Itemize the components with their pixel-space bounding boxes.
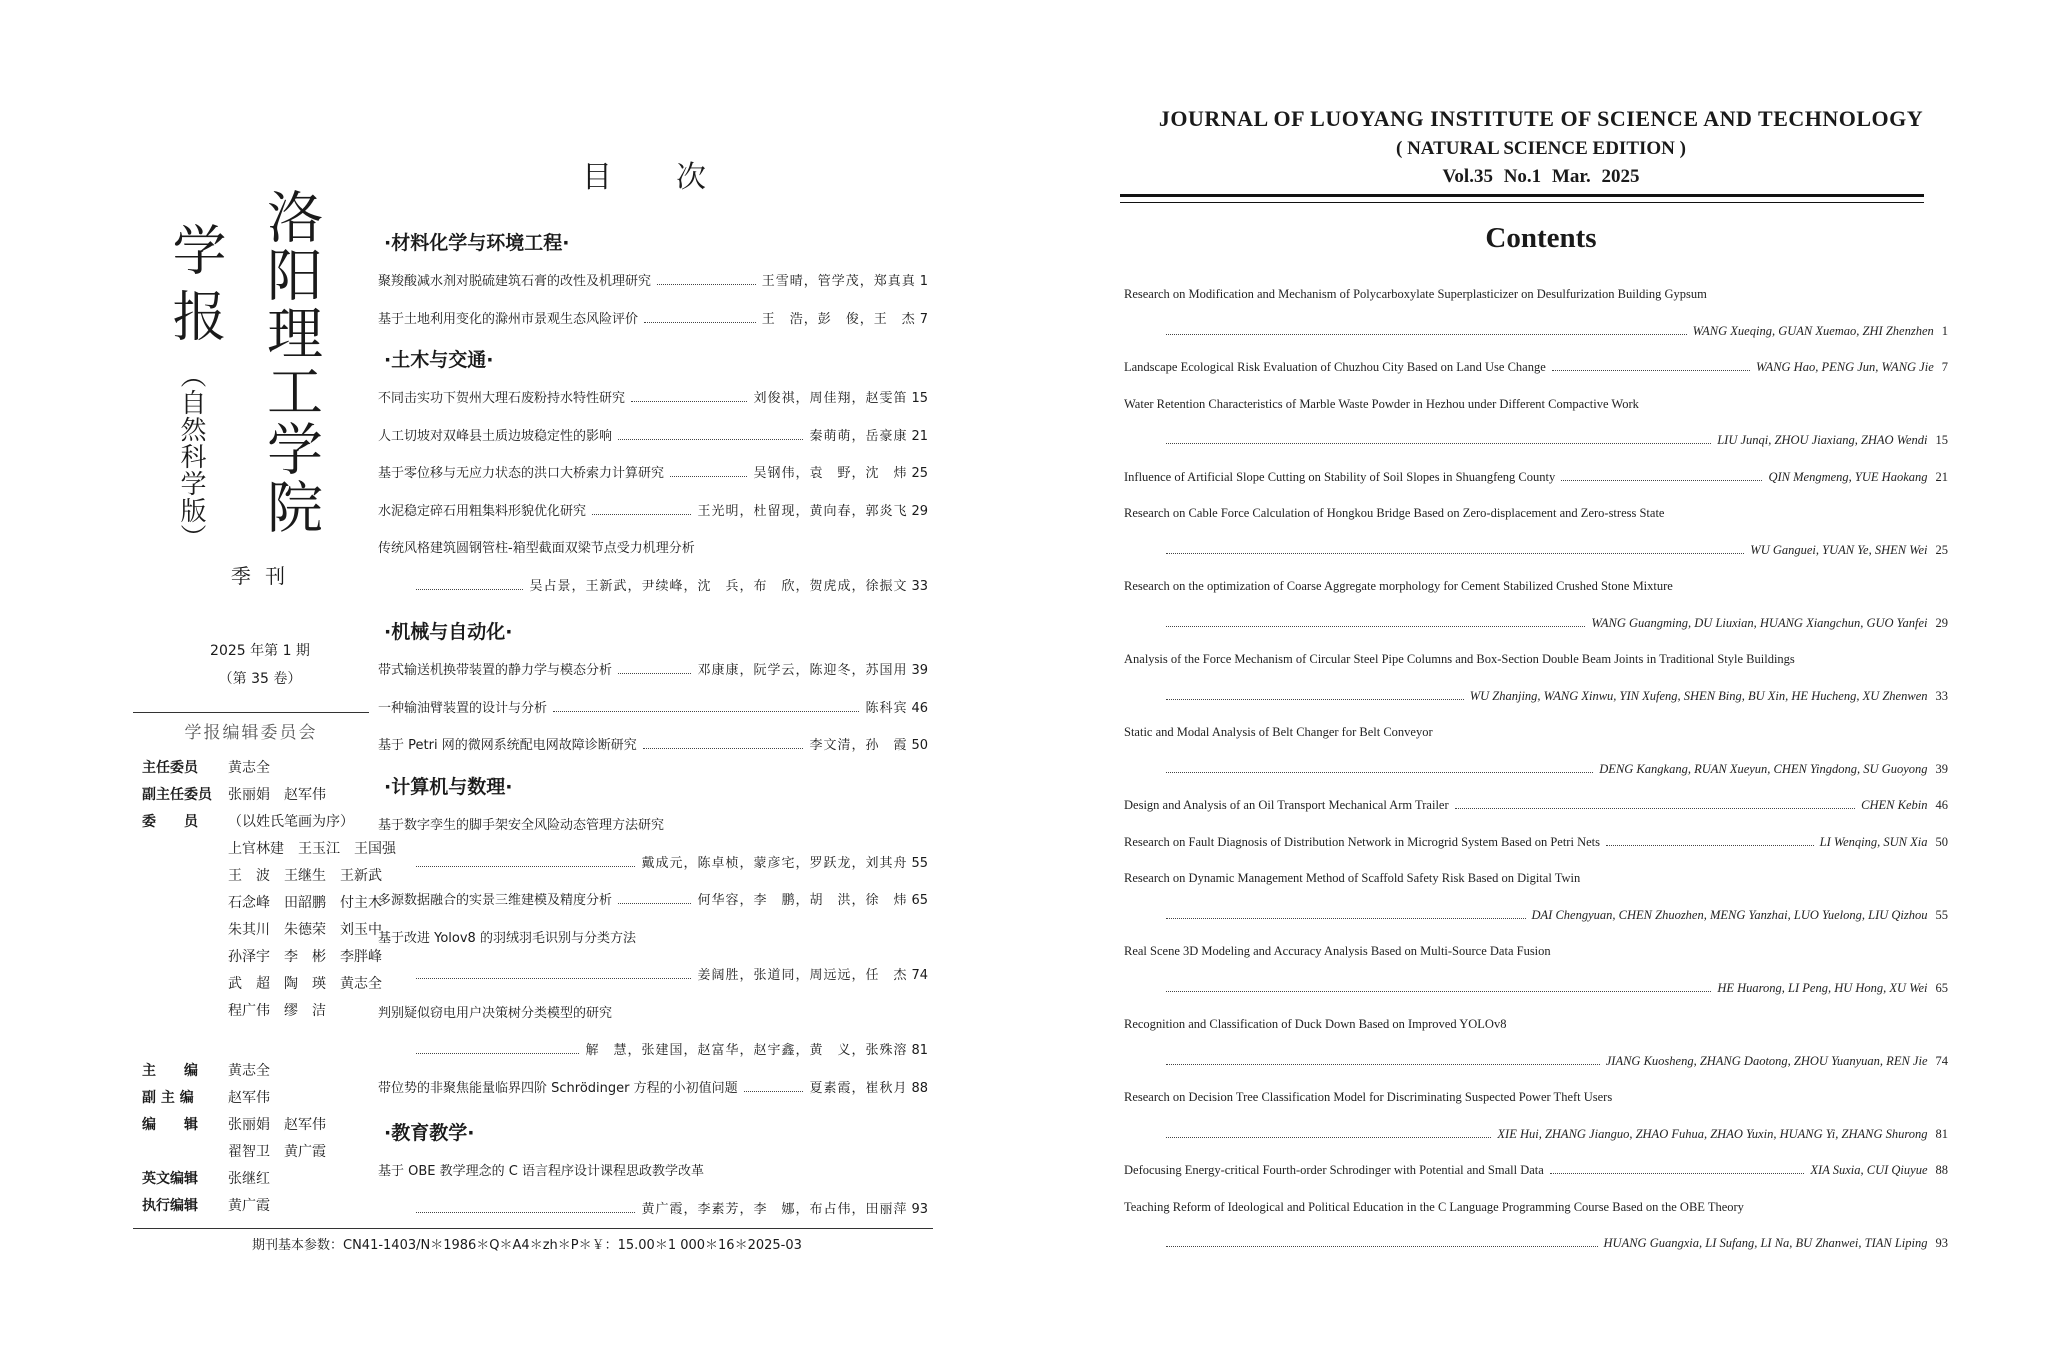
article-title-en: Research on the optimization of Coarse Aggregate morphology for Cement Stabilized Crushed Stone Mixture [1124,579,1673,593]
dot-leader [1166,699,1464,700]
editor-names: 赵军伟 [228,1090,270,1106]
dot-leader [1166,1137,1491,1138]
page-number: 29 [1935,615,1948,630]
page-number: 21 [911,428,928,444]
page-number: 15 [911,391,928,406]
page-number: 55 [1935,907,1948,922]
article-title-en: Landscape Ecological Risk Evaluation of Chuzhou City Based on Land Use Change [1124,360,1546,374]
article-title: 多源数据融合的实景三维建模及精度分析 [378,893,613,908]
article-title: 带式输送机换带装置的静力学与模态分析 [378,663,613,678]
article-authors-en: WANG Xueqing, GUAN Xuemao, ZHI Zhenzhen [1692,323,1934,338]
dot-leader [1550,1173,1805,1174]
toc-entry[interactable] [378,387,928,406]
dot-leader [416,589,523,590]
toc-entry[interactable] [378,927,928,946]
volume-line [1024,166,2048,188]
dot-leader [592,514,691,515]
contents-title: Contents [1485,222,1597,254]
board-names: 张丽娟 赵军伟 [228,787,326,803]
editor-role: 副 主 编 [142,1090,194,1106]
dot-leader [643,748,804,749]
dot-leader [1166,772,1593,773]
contents-entry[interactable] [1160,908,1948,923]
contents-entry[interactable] [1160,616,1948,631]
article-authors-en: CHEN Kebin [1861,798,1928,812]
article-title-en: Analysis of the Force Mechanism of Circular Steel Pipe Columns and Box-Section Double Beam Joints in Traditional Style Buildings [1124,652,1795,666]
article-title: 基于改进 Yolov8 的羽绒羽毛识别与分类方法 [378,930,636,946]
contents-entry[interactable] [1124,944,1948,959]
article-title-en: Defocusing Energy-critical Fourth-order Schrodinger with Potential and Small Data [1124,1163,1544,1177]
journal-parameters: 期刊基本参数：CN41-1403/N＊1986＊Q＊A4＊zh＊P＊￥：15.00＊1 000＊16＊2025-03 [252,1238,802,1253]
editor-names: 黄广霞 [228,1198,270,1214]
toc-title: 目次 [582,160,770,195]
article-authors: 姜阔胜，张道同，周远远，任 杰 [697,968,908,983]
dot-leader [1561,480,1762,481]
article-title: 判别疑似窃电用户决策树分类模型的研究 [378,1005,613,1021]
toc-entry[interactable] [378,462,928,481]
page-number: 65 [1935,980,1948,995]
page-number: 50 [911,738,928,753]
article-title: 基于零位移与无应力状态的洪口大桥索力计算研究 [378,466,665,481]
dot-leader [644,322,756,323]
article-authors: 解 慧，张建国，赵富华，赵宇鑫，黄 义，张殊溶 [585,1043,908,1058]
edition-label-en: ( NATURAL SCIENCE EDITION ) [1396,138,1686,159]
contents-entry[interactable] [1124,1200,1948,1215]
editor-role: 执行编辑 [142,1198,198,1214]
edition-label-cn: （自然科学版） [176,362,206,551]
dot-leader [618,903,691,904]
contents-entry[interactable] [1124,470,1948,485]
article-authors-en: HE Huarong, LI Peng, HU Hong, XU Wei [1717,980,1928,995]
editor-row [142,1060,270,1080]
issue-number: 2025 年第 1 期 [210,643,310,659]
article-title: 带位势的非聚焦能量临界四阶 Schrödinger 方程的小初值问题 [378,1080,738,1096]
article-authors: 邓康康，阮学云，陈迎冬，苏国用 [697,663,908,678]
dot-leader [1606,845,1814,846]
dot-leader [618,673,691,674]
toc-entry[interactable] [410,964,928,983]
article-authors: 何华容，李 鹏，胡 洪，徐 炜 [697,893,908,908]
contents-entry[interactable] [1124,835,1948,850]
toc-entry[interactable] [410,1039,928,1058]
editor-role: 英文编辑 [142,1171,198,1187]
dot-leader [1455,808,1856,809]
article-title: 基于数字孪生的脚手架安全风险动态管理方法研究 [378,818,665,833]
page-number: 39 [1935,761,1948,776]
toc-entry[interactable] [378,1077,928,1096]
section-heading: ·机械与自动化· [384,621,513,643]
page-number: 29 [911,503,928,519]
page-number: 33 [911,578,928,594]
dot-leader [631,401,747,402]
contents-entry[interactable] [1124,1017,1948,1032]
page-number: 81 [1935,1126,1948,1141]
page-number: 55 [911,855,928,871]
page-number: 88 [911,1080,928,1096]
toc-entry[interactable] [410,1198,928,1217]
divider [133,1228,933,1229]
editor-row [142,1168,270,1188]
toc-entry[interactable] [378,500,928,519]
toc-entry[interactable] [378,537,928,556]
article-authors: 戴成元，陈卓桢，蒙彦宅，罗跃龙，刘其舟 [641,855,908,871]
dot-leader [1166,443,1711,444]
article-authors: 李文清，孙 霞 [809,738,908,753]
toc-entry[interactable] [378,1002,928,1021]
article-title: 基于 Petri 网的微网系统配电网故障诊断研究 [378,738,637,753]
board-row [142,757,270,777]
article-authors-en: LI Wenqing, SUN Xia [1819,834,1928,849]
contents-entry[interactable] [1124,871,1948,886]
contents-entry[interactable] [1124,1090,1948,1105]
journal-title-cn-suffix: 学报 [164,222,227,354]
page-number: 1 [919,274,928,289]
article-authors-en: JIANG Kuosheng, ZHANG Daotong, ZHOU Yuanyuan, REN Jie [1605,1053,1928,1068]
editor-row [142,1195,270,1215]
toc-entry[interactable] [410,575,928,594]
contents-entry[interactable] [1124,397,1948,412]
dot-leader [416,978,691,979]
toc-entry[interactable] [410,852,928,871]
page-number: 81 [911,1043,928,1058]
board-member-line: 孙泽宇 李 彬 李胖峰 [228,949,382,965]
dot-leader [744,1091,804,1092]
toc-entry[interactable] [378,425,928,444]
article-title-en: Research on Modification and Mechanism of Polycarboxylate Superplasticizer on Desulfurization Building Gypsum [1124,287,1707,301]
board-names: （以姓氏笔画为序） [228,814,354,830]
toc-entry[interactable] [378,697,928,716]
dot-leader [1166,626,1585,627]
article-authors-en: XIA Suxia, CUI Qiuyue [1810,1163,1928,1177]
article-authors-en: HUANG Guangxia, LI Sufang, LI Na, BU Zhanwei, TIAN Liping [1603,1236,1928,1250]
editor-names: 黄志全 [228,1063,270,1079]
article-authors-en: DENG Kangkang, RUAN Xueyun, CHEN Yingdong, SU Guoyong [1599,761,1928,776]
board-member-line: 朱其川 朱德荣 刘玉中 [228,922,382,938]
dot-leader [618,439,803,440]
toc-entry[interactable] [378,1160,928,1179]
contents-entry[interactable] [1124,579,1948,594]
section-heading: ·材料化学与环境工程· [384,232,570,254]
article-title-en: Static and Modal Analysis of Belt Changer for Belt Conveyor [1124,725,1433,739]
page-number: 1 [1941,323,1948,338]
board-row [142,811,354,831]
board-member-line: 石念峰 田韶鹏 付主木 [228,895,382,911]
journal-title-en: JOURNAL OF LUOYANG INSTITUTE OF SCIENCE AND TECHNOLOGY [1158,106,1924,131]
board-row [142,784,326,804]
volume-en: Vol.35 [1442,166,1493,187]
article-authors-en: WANG Hao, PENG Jun, WANG Jie [1756,360,1934,374]
editor-names-continued: 翟智卫 黄广霞 [228,1144,326,1160]
article-title: 不同击实功下贺州大理石废粉持水特性研究 [378,391,626,406]
article-title-en: Teaching Reform of Ideological and Political Education in the C Language Programming Course Based on the OBE Theory [1124,1199,1744,1214]
divider [1120,194,1924,197]
article-authors: 吴钢伟，袁 野，沈 炜 [753,466,908,481]
page-number: 93 [911,1201,928,1217]
board-role: 委 员 [142,814,198,830]
article-authors-en: DAI Chengyuan, CHEN Zhuozhen, MENG Yanzhai, LUO Yuelong, LIU Qizhou [1531,907,1928,922]
contents-entry[interactable] [1124,360,1948,375]
article-authors: 黄广霞，李素芳，李 娜，布占伟，田丽萍 [641,1201,908,1217]
article-title: 传统风格建筑圆钢管柱-箱型截面双梁节点受力机理分析 [378,541,695,556]
contents-entry[interactable] [1160,981,1948,996]
dot-leader [1166,1246,1598,1247]
article-title-en: Water Retention Characteristics of Marble Waste Powder in Hezhou under Different Compactive Work [1124,396,1639,411]
article-title-en: Design and Analysis of an Oil Transport Mechanical Arm Trailer [1124,798,1449,812]
article-authors: 王光明，杜留现，黄向春，郭炎飞 [697,503,908,519]
board-member-line: 王 波 王继生 王新武 [228,868,382,884]
english-contents-page [1024,0,2048,1365]
contents-entry[interactable] [1160,762,1948,777]
article-authors-en: WANG Guangming, DU Liuxian, HUANG Xiangchun, GUO Yanfei [1591,615,1928,630]
dot-leader [416,1212,635,1213]
divider [1120,202,1924,203]
page-number: 74 [1935,1053,1948,1068]
page-number: 39 [911,663,928,678]
page-number: 93 [1935,1236,1948,1250]
page-number: 88 [1935,1163,1948,1177]
article-authors-en: QIN Mengmeng, YUE Haokang [1768,469,1928,484]
editor-role: 编 辑 [142,1117,198,1133]
dot-leader [1552,370,1750,371]
article-title: 水泥稳定碎石用粗集料形貌优化研究 [378,503,587,519]
contents-entry[interactable] [1160,1127,1948,1142]
dot-leader [1166,1064,1600,1065]
page-number: 25 [1935,542,1948,557]
contents-entry[interactable] [1124,506,1948,521]
section-heading: ·教育教学· [384,1122,475,1144]
article-title: 聚羧酸减水剂对脱硫建筑石膏的改性及机理研究 [378,274,652,289]
page-number: 7 [919,311,928,327]
volume-number: （第 35 卷） [218,671,302,687]
article-authors: 夏素霞，崔秋月 [809,1080,908,1096]
journal-title-cn: 洛阳理工学院 [258,188,323,536]
contents-entry[interactable] [1160,324,1948,339]
board-member-line: 武 超 陶 瑛 黄志全 [228,976,382,992]
article-title-en: Influence of Artificial Slope Cutting on Stability of Soil Slopes in Shuangfeng County [1124,469,1556,484]
dot-leader [670,476,747,477]
page-number: 74 [911,968,928,983]
article-authors: 王 浩，彭 俊，王 杰 [761,311,916,327]
dot-leader [1166,991,1711,992]
article-title: 一种输油臂装置的设计与分析 [378,700,548,716]
article-title: 基于 OBE 教学理念的 C 语言程序设计课程思政教学改革 [378,1164,704,1179]
contents-entry[interactable] [1160,1236,1948,1251]
contents-entry[interactable] [1160,433,1948,448]
dot-leader [1166,553,1744,554]
page-number: 50 [1935,834,1948,849]
toc-entry[interactable] [378,308,928,327]
section-heading: ·土木与交通· [384,349,494,371]
article-title-en: Research on Cable Force Calculation of Hongkou Bridge Based on Zero-displacement and Zero-stress State [1124,506,1665,520]
number-en: No.1 [1503,166,1542,187]
dot-leader [1166,334,1687,335]
contents-entry[interactable] [1124,725,1948,740]
editor-names: 张丽娟 赵军伟 [228,1117,326,1133]
toc-entry[interactable] [378,889,928,908]
dot-leader [553,711,859,712]
board-role: 主任委员 [142,760,198,776]
toc-entry[interactable] [378,814,928,833]
board-member-line: 程广伟 缪 洁 [228,1003,326,1019]
publication-frequency: 季 刊 [230,564,290,588]
page-number: 15 [1935,433,1948,447]
contents-entry[interactable] [1160,1054,1948,1069]
contents-entry[interactable] [1124,1163,1948,1178]
article-title: 基于土地利用变化的滁州市景观生态风险评价 [378,311,639,327]
article-authors: 吴占景，王新武，尹续峰，沈 兵，布 欣，贺虎成，徐振文 [529,578,908,594]
dot-leader [1166,918,1526,919]
article-authors-en: WU Ganguei, YUAN Ye, SHEN Wei [1750,542,1928,557]
page-number: 65 [911,893,928,908]
article-title-en: Recognition and Classification of Duck Down Based on Improved YOLOv8 [1124,1017,1507,1031]
article-authors-en: WU Zhanjing, WANG Xinwu, YIN Xufeng, SHEN Bing, BU Xin, HE Hucheng, XU Zhenwen [1469,688,1928,703]
dot-leader [416,866,635,867]
article-authors: 王雪晴，管学茂，郑真真 [761,274,916,289]
editor-row [142,1087,270,1107]
page-number: 21 [1935,469,1948,484]
dot-leader [416,1053,579,1054]
page-number: 46 [1935,798,1948,812]
section-heading: ·计算机与数理· [384,776,513,798]
editor-names: 张继红 [228,1171,270,1187]
contents-entry[interactable] [1160,543,1948,558]
date-en: Mar. 2025 [1551,166,1640,187]
article-title-en: Research on Dynamic Management Method of Scaffold Safety Risk Based on Digital Twin [1124,871,1581,885]
article-title-en: Real Scene 3D Modeling and Accuracy Analysis Based on Multi-Source Data Fusion [1124,944,1551,958]
editor-role: 主 编 [142,1063,198,1079]
contents-entry[interactable] [1160,689,1948,704]
toc-entry[interactable] [378,734,928,753]
article-authors: 秦萌萌，岳豪康 [809,428,908,444]
dot-leader [657,284,756,285]
article-authors-en: LIU Junqi, ZHOU Jiaxiang, ZHAO Wendi [1717,433,1928,447]
article-authors: 刘俊祺，周佳翔，赵雯笛 [753,391,908,406]
contents-entry[interactable] [1124,798,1948,813]
contents-entry[interactable] [1124,652,1948,667]
board-role: 副主任委员 [142,787,212,803]
editorial-board-title: 学报编辑委员会 [184,723,318,743]
toc-entry[interactable] [378,659,928,678]
contents-entry[interactable] [1124,287,1948,302]
page-number: 46 [911,700,928,716]
editor-row [142,1114,326,1134]
page-number: 33 [1935,688,1948,703]
article-authors: 陈科宾 [865,700,908,716]
board-names: 黄志全 [228,760,270,776]
page-number: 7 [1941,360,1948,374]
divider [133,712,369,713]
toc-entry[interactable] [378,270,928,289]
article-authors-en: XIE Hui, ZHANG Jianguo, ZHAO Fuhua, ZHAO Yuxin, HUANG Yi, ZHANG Shurong [1497,1126,1928,1141]
article-title-en: Research on Fault Diagnosis of Distribution Network in Microgrid System Based on Petri Nets [1124,834,1600,849]
article-title: 人工切坡对双峰县土质边坡稳定性的影响 [378,428,613,444]
article-title-en: Research on Decision Tree Classification Model for Discriminating Suspected Power Theft Users [1124,1090,1613,1104]
board-member-line: 上官林建 王玉江 王国强 [228,841,396,857]
page-number: 25 [911,466,928,481]
